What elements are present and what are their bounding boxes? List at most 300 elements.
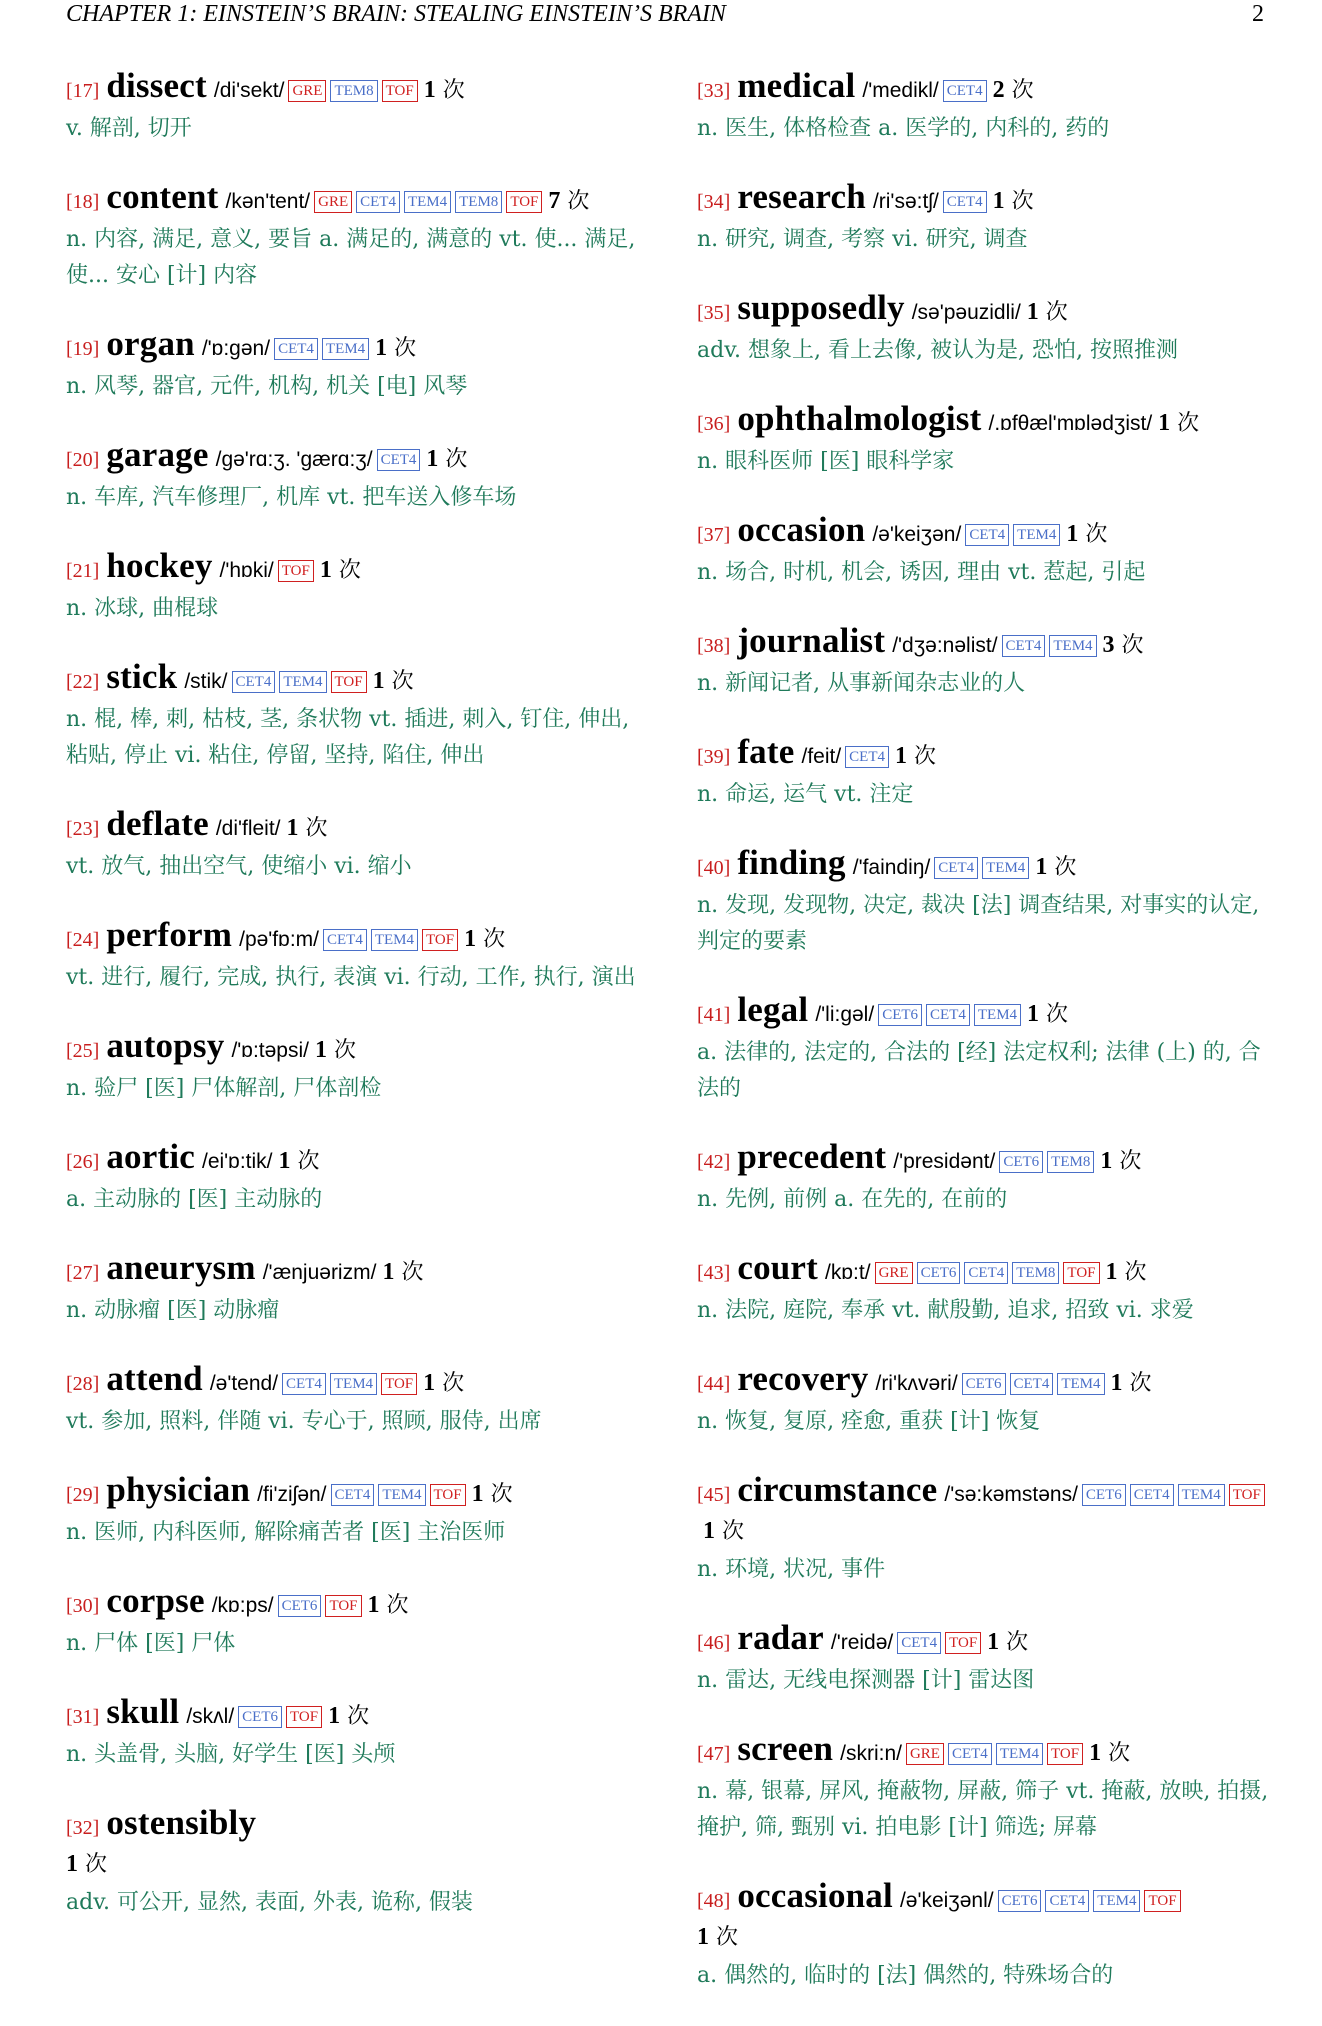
frequency-count	[548, 189, 589, 214]
pronunciation: /'sə:kəmstəns/	[944, 1483, 1078, 1506]
vocab-entry	[66, 437, 644, 516]
entry-headline	[66, 1139, 644, 1180]
entry-headline	[66, 1250, 644, 1291]
exam-tag: CET4	[964, 1262, 1008, 1284]
headword: aortic	[106, 1137, 195, 1176]
definition: n. 新闻记者, 从事新闻杂志业的人	[697, 671, 1026, 696]
frequency-count	[375, 336, 416, 361]
entry-headline	[697, 992, 1275, 1033]
exam-tag: CET4	[377, 449, 421, 471]
exam-tag: TEM8	[1047, 1151, 1094, 1173]
entry-index: [37]	[697, 524, 731, 546]
headword: fate	[737, 732, 795, 771]
definition: a. 主动脉的 [医] 主动脉的	[66, 1187, 323, 1212]
headword: precedent	[737, 1137, 887, 1176]
vocab-entry	[66, 326, 644, 405]
exam-tag: TOF	[945, 1632, 981, 1654]
exam-tag: TEM4	[322, 338, 369, 360]
frequency-count	[895, 744, 936, 769]
count-number: 1	[1026, 299, 1039, 325]
pronunciation: /ə'keiʒənl/	[899, 1889, 994, 1912]
count-number: 1	[319, 557, 332, 583]
count-number: 1	[471, 1481, 484, 1507]
vocab-entry	[66, 179, 644, 294]
definition: adv. 想象上, 看上去像, 被认为是, 恐怕, 按照推测	[697, 338, 1178, 363]
pronunciation: /sə'pəuzidli/	[911, 301, 1021, 324]
exam-tag: TOF	[430, 1484, 466, 1506]
exam-tag: CET4	[1002, 635, 1046, 657]
headword: research	[737, 177, 866, 216]
vocab-entry	[697, 623, 1275, 702]
entry-headline	[66, 917, 644, 958]
frequency-count	[66, 1852, 107, 1877]
pronunciation: /di'sekt/	[213, 79, 285, 102]
count-number: 1	[278, 1148, 291, 1174]
frequency-count	[1103, 633, 1144, 658]
definition: v. 解剖, 切开	[66, 116, 192, 141]
headword: organ	[106, 324, 195, 363]
exam-tag: GRE	[288, 80, 326, 102]
pronunciation: /ri'sə:tʃ/	[872, 190, 939, 213]
definition: n. 恢复, 复原, 痊愈, 重获 [计] 恢复	[697, 1409, 1041, 1434]
entry-headline	[66, 659, 644, 700]
vocab-entry	[66, 1694, 644, 1773]
exam-tag: CET4	[845, 746, 889, 768]
entry-index: [45]	[697, 1484, 731, 1506]
entry-index: [38]	[697, 635, 731, 657]
count-number: 1	[66, 1851, 78, 1877]
entry-headline	[66, 68, 644, 109]
entry-index: [32]	[66, 1817, 100, 1839]
exam-tag: TEM4	[1057, 1373, 1104, 1395]
count-number: 1	[703, 1518, 715, 1544]
frequency-count	[993, 78, 1034, 103]
exam-tag: CET4	[274, 338, 318, 360]
exam-tag: TEM4	[371, 929, 418, 951]
count-number: 1	[1089, 1740, 1102, 1766]
count-number: 1	[987, 1629, 1000, 1655]
exam-tag: TEM4	[1049, 635, 1096, 657]
count-unit: 次	[1085, 522, 1108, 547]
frequency-count	[424, 78, 465, 103]
exam-tag: TEM8	[1012, 1262, 1059, 1284]
entry-headline	[697, 1878, 1275, 1956]
entry-index: [28]	[66, 1373, 100, 1395]
exam-tag: TOF	[381, 1373, 417, 1395]
headword: perform	[106, 915, 233, 954]
vocab-entry	[66, 1250, 644, 1329]
entry-headline	[697, 179, 1275, 220]
definition: n. 环境, 状况, 事件	[697, 1557, 886, 1582]
exam-tag: CET4	[965, 524, 1009, 546]
count-number: 1	[992, 188, 1005, 214]
frequency-count	[328, 1704, 369, 1729]
count-number: 1	[286, 815, 299, 841]
pronunciation: /.ɒfθæl'mɒlədʒist/	[988, 412, 1153, 435]
count-number: 1	[1110, 1370, 1123, 1396]
definition: n. 动脉瘤 [医] 动脉瘤	[66, 1298, 280, 1323]
page-number: 2	[1252, 1, 1264, 27]
count-number: 1	[423, 1370, 436, 1396]
headword: aneurysm	[106, 1248, 256, 1287]
entry-headline	[697, 290, 1275, 331]
frequency-count	[697, 1925, 738, 1950]
count-unit: 次	[1011, 78, 1034, 103]
exam-tag: TEM4	[982, 857, 1029, 879]
count-number: 1	[372, 668, 385, 694]
definition: n. 幕, 银幕, 屏风, 掩蔽物, 屏蔽, 筛子 vt. 掩蔽, 放映, 拍摄, 掩护, 筛, 甄别 vi. 拍电影 [计] 筛选; 屏幕	[697, 1779, 1269, 1840]
count-unit: 次	[305, 816, 328, 841]
entry-index: [21]	[66, 560, 100, 582]
count-number: 1	[1100, 1148, 1113, 1174]
exam-tag: CET4	[943, 191, 987, 213]
frequency-count	[426, 447, 467, 472]
entry-headline	[697, 1620, 1275, 1661]
frequency-count	[1066, 522, 1107, 547]
vocab-entry	[697, 1472, 1275, 1588]
count-number: 1	[367, 1592, 380, 1618]
entry-index: [24]	[66, 929, 100, 951]
pronunciation: /kɒ:t/	[825, 1261, 871, 1284]
vocab-entry	[697, 290, 1275, 369]
exam-tag: CET4	[232, 671, 276, 693]
vocab-entry	[697, 512, 1275, 591]
definition: adv. 可公开, 显然, 表面, 外表, 诡称, 假装	[66, 1890, 473, 1915]
definition: n. 命运, 运气 vt. 注定	[697, 782, 914, 807]
count-number: 1	[315, 1037, 327, 1063]
entry-index: [27]	[66, 1262, 100, 1284]
entry-headline	[66, 548, 644, 589]
definition: n. 先例, 前例 a. 在先的, 在前的	[697, 1187, 1008, 1212]
pronunciation: /'ænjuərizm/	[262, 1261, 377, 1284]
count-unit: 次	[442, 1371, 465, 1396]
entry-index: [17]	[66, 80, 100, 102]
frequency-count	[993, 189, 1034, 214]
count-unit: 次	[483, 927, 506, 952]
exam-tag: CET4	[943, 80, 987, 102]
entry-index: [26]	[66, 1151, 100, 1173]
definition: n. 内容, 满足, 意义, 要旨 a. 满足的, 满意的 vt. 使... 满足, 使... 安心 [计] 内容	[66, 227, 636, 288]
definition: n. 发现, 发现物, 决定, 裁决 [法] 调查结果, 对事实的认定, 判定的要素	[697, 893, 1260, 954]
entry-index: [42]	[697, 1151, 731, 1173]
exam-tag: GRE	[314, 191, 352, 213]
vocab-entry	[66, 1361, 644, 1440]
frequency-count	[287, 816, 328, 841]
count-number: 1	[1105, 1259, 1118, 1285]
definition: vt. 放气, 抽出空气, 使缩小 vi. 缩小	[66, 854, 412, 879]
pronunciation: /skri:n/	[840, 1742, 902, 1765]
definition: n. 法院, 庭院, 奉承 vt. 献殷勤, 追求, 招致 vi. 求爱	[697, 1298, 1194, 1323]
count-number: 1	[375, 335, 388, 361]
pronunciation: /ri'kʌvəri/	[875, 1372, 958, 1395]
vocab-entry	[66, 1472, 644, 1551]
exam-tag: TOF	[325, 1595, 361, 1617]
entry-headline	[697, 401, 1275, 442]
vocab-entry	[66, 806, 644, 885]
vocab-entry	[697, 845, 1275, 960]
pronunciation: /feit/	[801, 745, 842, 768]
definition: n. 车库, 汽车修理厂, 机库 vt. 把车送入修车场	[66, 485, 517, 510]
count-unit: 次	[1054, 855, 1077, 880]
headword: circumstance	[737, 1470, 938, 1509]
count-unit: 次	[297, 1149, 320, 1174]
frequency-count	[373, 669, 414, 694]
count-unit: 次	[1006, 1630, 1029, 1655]
vocab-entry	[697, 1139, 1275, 1218]
count-number: 1	[382, 1259, 395, 1285]
exam-tag: TEM8	[455, 191, 502, 213]
exam-tag: TOF	[331, 671, 367, 693]
exam-tag: CET4	[948, 1743, 992, 1765]
exam-tag: CET4	[1130, 1484, 1174, 1506]
count-unit: 次	[1129, 1371, 1152, 1396]
exam-tag: TEM4	[1013, 524, 1060, 546]
frequency-count	[1089, 1741, 1130, 1766]
frequency-count	[1027, 1002, 1068, 1027]
definition: n. 场合, 时机, 机会, 诱因, 理由 vt. 惹起, 引起	[697, 560, 1146, 585]
headword: physician	[106, 1470, 251, 1509]
pronunciation: /'li:gəl/	[815, 1003, 875, 1026]
headword: hockey	[106, 546, 213, 585]
exam-tag: CET6	[917, 1262, 961, 1284]
count-unit: 次	[1045, 300, 1068, 325]
headword: content	[106, 177, 219, 216]
definition: n. 棍, 棒, 刺, 枯枝, 茎, 条状物 vt. 插进, 刺入, 钉住, 伸出, 粘贴, 停止 vi. 粘住, 停留, 坚持, 陷住, 伸出	[66, 707, 630, 768]
headword: skull	[106, 1692, 180, 1731]
exam-tag: TOF	[1229, 1484, 1265, 1506]
headword: legal	[737, 990, 809, 1029]
right-column	[697, 68, 1275, 2026]
headword: radar	[737, 1618, 824, 1657]
vocab-entry	[66, 1583, 644, 1662]
exam-tag: CET4	[331, 1484, 375, 1506]
vocab-entry	[697, 992, 1275, 1107]
entry-index: [44]	[697, 1373, 731, 1395]
definition: n. 风琴, 器官, 元件, 机构, 机关 [电] 风琴	[66, 374, 468, 399]
entry-index: [34]	[697, 191, 731, 213]
count-unit: 次	[1121, 633, 1144, 658]
count-number: 1	[1027, 1001, 1040, 1027]
frequency-count	[472, 1482, 513, 1507]
count-unit: 次	[914, 744, 937, 769]
count-number: 1	[423, 77, 436, 103]
entry-index: [43]	[697, 1262, 731, 1284]
headword: dissect	[106, 66, 207, 105]
count-number: 1	[464, 926, 477, 952]
count-unit: 次	[445, 447, 468, 472]
frequency-count	[382, 1260, 423, 1285]
headword: journalist	[737, 621, 886, 660]
entry-headline	[697, 734, 1275, 775]
entry-index: [29]	[66, 1484, 100, 1506]
definition: n. 医生, 体格检查 a. 医学的, 内科的, 药的	[697, 116, 1110, 141]
count-unit: 次	[401, 1260, 424, 1285]
count-number: 7	[548, 188, 561, 214]
entry-index: [25]	[66, 1040, 100, 1062]
exam-tag: TEM4	[330, 1373, 377, 1395]
frequency-count	[1111, 1371, 1152, 1396]
entry-headline	[66, 179, 644, 220]
headword: ostensibly	[106, 1803, 257, 1842]
exam-tag: TEM4	[974, 1004, 1021, 1026]
definition: a. 偶然的, 临时的 [法] 偶然的, 特殊场合的	[697, 1963, 1114, 1988]
count-unit: 次	[1011, 189, 1034, 214]
vocab-entry	[697, 1361, 1275, 1440]
vocab-entry	[697, 179, 1275, 258]
count-unit: 次	[347, 1704, 370, 1729]
count-number: 1	[426, 446, 439, 472]
exam-tag: TOF	[1063, 1262, 1099, 1284]
exam-tag: TOF	[278, 560, 314, 582]
definition: n. 眼科医师 [医] 眼科学家	[697, 449, 955, 474]
count-number: 2	[992, 77, 1005, 103]
entry-index: [39]	[697, 746, 731, 768]
entry-headline	[697, 623, 1275, 664]
count-number: 1	[1066, 521, 1079, 547]
pronunciation: /'ɒ:təpsi/	[231, 1039, 309, 1062]
count-unit: 次	[722, 1519, 745, 1544]
page-header	[66, 0, 1264, 30]
vocab-entry	[697, 68, 1275, 147]
pronunciation: /pə'fɒ:m/	[239, 928, 319, 951]
entry-headline	[697, 1139, 1275, 1180]
vocab-entry	[697, 1620, 1275, 1699]
count-unit: 次	[567, 189, 590, 214]
vocab-entry	[66, 548, 644, 627]
entry-index: [22]	[66, 671, 100, 693]
frequency-count	[320, 558, 361, 583]
exam-tag: TOF	[286, 1706, 322, 1728]
entry-headline	[697, 845, 1275, 886]
headword: autopsy	[106, 1026, 225, 1065]
count-unit: 次	[442, 78, 465, 103]
headword: medical	[737, 66, 856, 105]
entry-headline	[66, 1694, 644, 1735]
count-unit: 次	[391, 669, 414, 694]
frequency-count	[1035, 855, 1076, 880]
entry-headline	[697, 1250, 1275, 1291]
pronunciation: /'dʒə:nəlist/	[892, 634, 998, 657]
headword: attend	[106, 1359, 203, 1398]
entry-headline	[66, 1361, 644, 1402]
exam-tag: CET6	[999, 1151, 1043, 1173]
entry-headline	[66, 1805, 644, 1883]
entry-index: [19]	[66, 338, 100, 360]
count-unit: 次	[1046, 1002, 1069, 1027]
entry-headline	[697, 68, 1275, 109]
chapter-title: CHAPTER 1: EINSTEIN’S BRAIN: STEALING EINSTEIN’S BRAIN	[66, 1, 726, 27]
frequency-count	[1158, 411, 1199, 436]
exam-tag: TEM8	[330, 80, 377, 102]
headword: recovery	[737, 1359, 869, 1398]
definition: n. 验尸 [医] 尸体解剖, 尸体剖检	[66, 1076, 382, 1101]
exam-tag: TEM4	[996, 1743, 1043, 1765]
definition: n. 尸体 [医] 尸体	[66, 1631, 236, 1656]
pronunciation: /'reidə/	[830, 1631, 894, 1654]
exam-tag: CET4	[323, 929, 367, 951]
count-unit: 次	[338, 558, 361, 583]
count-unit: 次	[1108, 1741, 1131, 1766]
vocab-entry	[697, 1250, 1275, 1329]
count-number: 1	[697, 1924, 709, 1950]
entry-headline	[697, 1731, 1275, 1772]
exam-tag: CET4	[897, 1632, 941, 1654]
entry-index: [48]	[697, 1890, 731, 1912]
frequency-count	[315, 1038, 356, 1063]
definition: vt. 参加, 照料, 伴随 vi. 专心于, 照顾, 服侍, 出席	[66, 1409, 542, 1434]
pronunciation: /'hɒki/	[219, 559, 274, 582]
exam-tag: CET4	[1045, 1890, 1089, 1912]
vocab-entry	[697, 1731, 1275, 1846]
pronunciation: /'faindiŋ/	[852, 856, 931, 879]
headword: occasion	[737, 510, 866, 549]
headword: deflate	[106, 804, 209, 843]
headword: occasional	[737, 1876, 893, 1915]
definition: n. 头盖骨, 头脑, 好学生 [医] 头颅	[66, 1742, 396, 1767]
vocab-entry	[66, 68, 644, 147]
count-unit: 次	[394, 336, 417, 361]
pronunciation: /'presidənt/	[893, 1150, 996, 1173]
exam-tag: CET4	[926, 1004, 970, 1026]
pronunciation: /kɒ:ps/	[211, 1594, 274, 1617]
entry-index: [47]	[697, 1743, 731, 1765]
definition: n. 雷达, 无线电探测器 [计] 雷达图	[697, 1668, 1035, 1693]
exam-tag: CET6	[1082, 1484, 1126, 1506]
pronunciation: /di'fleit/	[215, 817, 281, 840]
exam-tag: CET4	[282, 1373, 326, 1395]
frequency-count	[1027, 300, 1068, 325]
count-unit: 次	[1119, 1149, 1142, 1174]
definition: a. 法律的, 法定的, 合法的 [经] 法定权利; 法律 (上) 的, 合法的	[697, 1040, 1261, 1101]
definition: vt. 进行, 履行, 完成, 执行, 表演 vi. 行动, 工作, 执行, 演出	[66, 965, 636, 990]
exam-tag: TEM4	[1093, 1890, 1140, 1912]
entry-headline	[697, 1472, 1275, 1550]
exam-tag: CET4	[934, 857, 978, 879]
entry-headline	[66, 1472, 644, 1513]
exam-tag: CET4	[356, 191, 400, 213]
headword: ophthalmologist	[737, 399, 982, 438]
left-column	[66, 68, 644, 1953]
entry-index: [46]	[697, 1632, 731, 1654]
entry-headline	[697, 1361, 1275, 1402]
count-unit: 次	[386, 1593, 409, 1618]
exam-tag: TOF	[422, 929, 458, 951]
headword: corpse	[106, 1581, 205, 1620]
vocab-entry	[66, 1028, 644, 1107]
entry-index: [40]	[697, 857, 731, 879]
frequency-count	[987, 1630, 1028, 1655]
count-unit: 次	[1124, 1260, 1147, 1285]
count-number: 1	[328, 1703, 341, 1729]
pronunciation: /stik/	[184, 670, 228, 693]
vocab-entry	[66, 659, 644, 774]
pronunciation: /'ɒ:gən/	[201, 337, 271, 360]
entry-index: [23]	[66, 818, 100, 840]
definition: n. 医师, 内科医师, 解除痛苦者 [医] 主治医师	[66, 1520, 506, 1545]
count-unit: 次	[716, 1925, 739, 1950]
exam-tag: CET6	[998, 1890, 1042, 1912]
count-unit: 次	[490, 1482, 513, 1507]
vocab-entry	[697, 734, 1275, 813]
entry-index: [33]	[697, 80, 731, 102]
frequency-count	[423, 1371, 464, 1396]
pronunciation: /skʌl/	[186, 1705, 235, 1728]
headword: screen	[737, 1729, 834, 1768]
entry-index: [36]	[697, 413, 731, 435]
entry-index: [35]	[697, 302, 731, 324]
frequency-count	[703, 1519, 744, 1544]
vocab-entry	[66, 1139, 644, 1218]
